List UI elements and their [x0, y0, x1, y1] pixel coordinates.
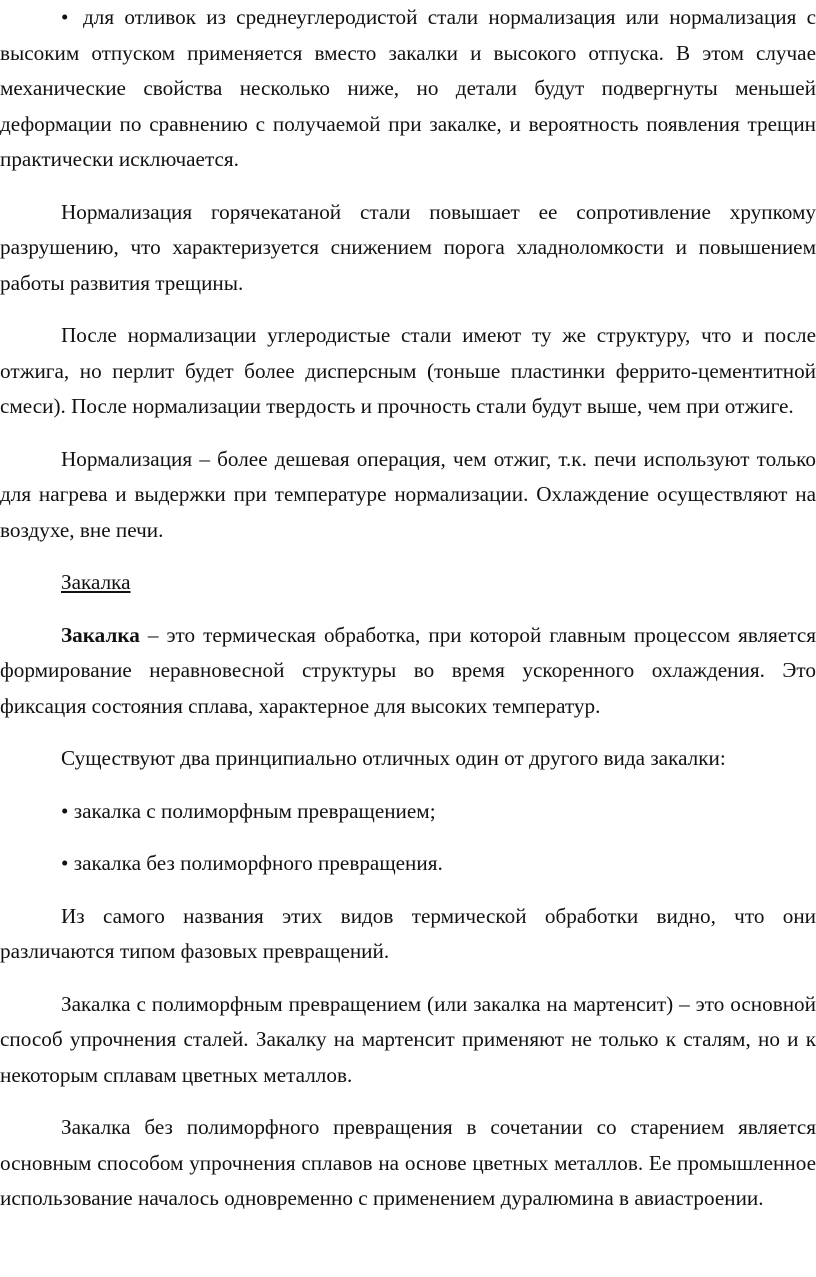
paragraph-martensite: Закалка с полиморфным превращением (или закалка на мартенсит) – это основной способ упрочнения сталей. Закалку на мартенсит применяют не только к сталям, но и к некоторым сплавам цветных металлов.	[0, 991, 816, 1087]
paragraph-structure: После нормализации углеродистые стали имеют ту же структуру, что и после отжига, но перлит будет более дисперсным (тоньше пластинки феррито-цементитной смеси). После нормализации твердость и прочность стали будут выше, чем при отжиге.	[0, 323, 816, 418]
paragraph-types: Существуют два принципиально отличных один от другого вида закалки:	[61, 746, 726, 770]
paragraph-bullet-castings	[0, 0, 816, 178]
defined-term: Закалка	[61, 622, 140, 647]
paragraph-hot-rolled: Нормализация горячекатаной стали повышает ее сопротивление хрупкому разрушению, что характеризуется снижением порога хладноломкости и повышением работы развития трещины.	[0, 199, 816, 295]
list-item: • закалка без полиморфного превращения.	[61, 851, 443, 875]
list-item: • закалка с полиморфным превращением;	[61, 798, 436, 823]
paragraph-text: для отливок из среднеуглеродистой стали нормализация или нормализация с высоким отпуском применяется вместо закалки и высокого отпуска. В этом случае механические свойства несколько ниже, но детали будут подвергнуты меньшей деформации по сравнению с получаемой при закалке, и вероятность появления трещин практически исключается.	[0, 5, 816, 171]
paragraph-aging: Закалка без полиморфного превращения в сочетании со старением является основным способом упрочнения сплавов на основе цветных металлов. Ее промышленное использование началось одновременно с применением дуралюмина в авиастроении.	[0, 1115, 816, 1210]
paragraph-definition	[0, 618, 816, 725]
bullet-symbol: •	[61, 5, 69, 29]
section-heading: Закалка	[61, 570, 131, 594]
paragraph-names: Из самого названия этих видов термической обработки видно, что они различаются типом фазовых превращений.	[0, 903, 816, 963]
paragraph-cost: Нормализация – более дешевая операция, чем отжиг, т.к. печи используют только для нагрева и выдержки при температуре нормализации. Охлаждение осуществляют на воздухе, вне печи.	[0, 446, 816, 542]
definition-text: – это термическая обработка, при которой главным процессом является формирование неравновесной структуры во время ускоренного охлаждения. Это фиксация состояния сплава, характерное для высоких температур.	[0, 622, 816, 718]
